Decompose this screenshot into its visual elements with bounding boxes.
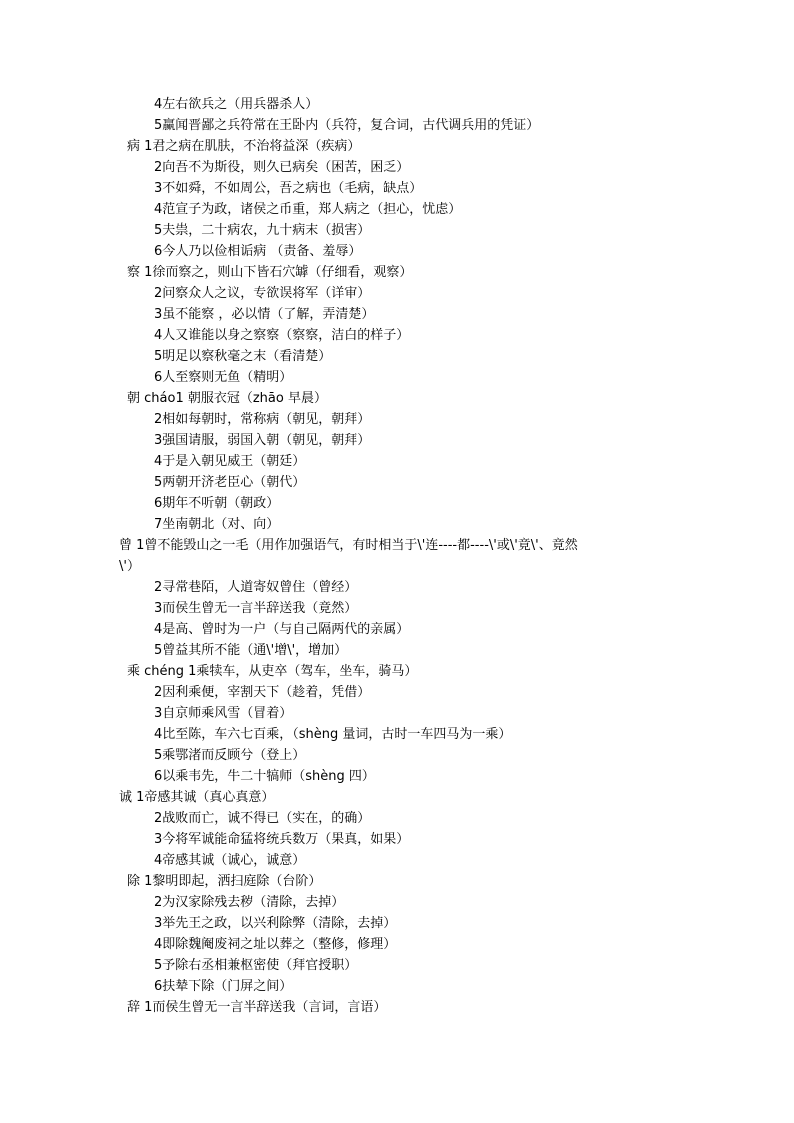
text-line: 4人又谁能以身之察察（察察，洁白的样子） xyxy=(154,328,410,343)
text-line: 5予除右丞相兼枢密使（拜官授职） xyxy=(154,958,358,973)
text-line: 5曾益其所不能（通\'增\'，增加） xyxy=(154,643,348,658)
text-line: 6人至察则无鱼（精明） xyxy=(154,370,293,385)
text-line: 除 1黎明即起，洒扫庭除（台阶） xyxy=(127,874,322,889)
text-line: 察 1徐而察之，则山下皆石穴罅（仔细看，观察） xyxy=(127,265,413,280)
text-line: 4是高、曾时为一户（与自己隔两代的亲属） xyxy=(154,622,410,637)
text-line: 2战败而亡，诚不得已（实在，的确） xyxy=(154,811,371,826)
text-line: 3强国请服，弱国入朝（朝见，朝拜） xyxy=(154,433,371,448)
text-line: 2寻常巷陌，人道寄奴曾住（曾经） xyxy=(154,580,358,595)
text-line: 2为汉家除残去秽（清除，去掉） xyxy=(154,895,345,910)
text-line: 5明足以察秋毫之末（看清楚） xyxy=(154,349,332,364)
text-line: 5乘鄂渚而反顾兮（登上） xyxy=(154,748,306,763)
text-line: 4即除魏阉废祠之址以葬之（整修，修理） xyxy=(154,937,397,952)
text-line: 朝 cháo1 朝服衣冠（zhāo 早晨） xyxy=(127,391,327,406)
text-line: 5两朝开济老臣心（朝代） xyxy=(154,475,306,490)
text-line: 7坐南朝北（对、向） xyxy=(154,517,280,532)
text-line: 6扶辇下除（门屏之间） xyxy=(154,979,293,994)
text-line: 病 1君之病在肌肤，不治将益深（疾病） xyxy=(127,139,361,154)
text-line: 4帝感其诚（诚心，诚意） xyxy=(154,853,306,868)
text-line: 4左右欲兵之（用兵器杀人） xyxy=(154,97,319,112)
text-line: \'） xyxy=(119,559,140,574)
text-line: 6今人乃以俭相诟病 （责备、羞辱） xyxy=(154,244,362,259)
text-line: 4范宣子为政，诸侯之币重，郑人病之（担心，忧虑） xyxy=(154,202,462,217)
text-line: 4于是入朝见威王（朝廷） xyxy=(154,454,306,469)
text-line: 2向吾不为斯役，则久已病矣（困苦，困乏） xyxy=(154,160,410,175)
text-line: 2问察众人之议，专欲误将军（详审） xyxy=(154,286,371,301)
text-line: 乘 chéng 1乘犊车，从吏卒（驾车，坐车，骑马） xyxy=(127,664,418,679)
text-line: 6以乘韦先，牛二十犒师（shèng 四） xyxy=(154,769,375,784)
text-line: 诚 1帝感其诚（真心真意） xyxy=(119,790,275,805)
text-line: 3举先王之政，以兴利除弊（清除，去掉） xyxy=(154,916,397,931)
text-line: 辞 1而侯生曾无一言半辞送我（言词，言语） xyxy=(127,1000,387,1015)
text-line: 2相如每朝时，常称病（朝见，朝拜） xyxy=(154,412,371,427)
text-line: 曾 1曾不能毁山之一毛（用作加强语气，有时相当于\'连----都----\'或\'竟\'、竟然 xyxy=(119,538,578,553)
text-line: 3自京师乘风雪（冒着） xyxy=(154,706,293,721)
text-line: 5赢闻晋鄙之兵符常在王卧内（兵符，复合词，古代调兵用的凭证） xyxy=(154,118,540,133)
text-line: 3而侯生曾无一言半辞送我（竟然） xyxy=(154,601,358,616)
text-line: 6期年不听朝（朝政） xyxy=(154,496,280,511)
text-line: 2因利乘便，宰割天下（趁着，凭借） xyxy=(154,685,371,700)
text-line: 3虽不能察 ，必以情（了解，弄清楚） xyxy=(154,307,375,322)
text-line: 5夫祟，二十病农，九十病末（损害） xyxy=(154,223,371,238)
text-line: 3今将军诚能命猛将统兵数万（果真，如果） xyxy=(154,832,410,847)
text-line: 4比至陈，车六七百乘，（shèng 量词，古时一车四马为一乘） xyxy=(154,727,512,742)
text-line: 3不如舜，不如周公，吾之病也（毛病，缺点） xyxy=(154,181,423,196)
